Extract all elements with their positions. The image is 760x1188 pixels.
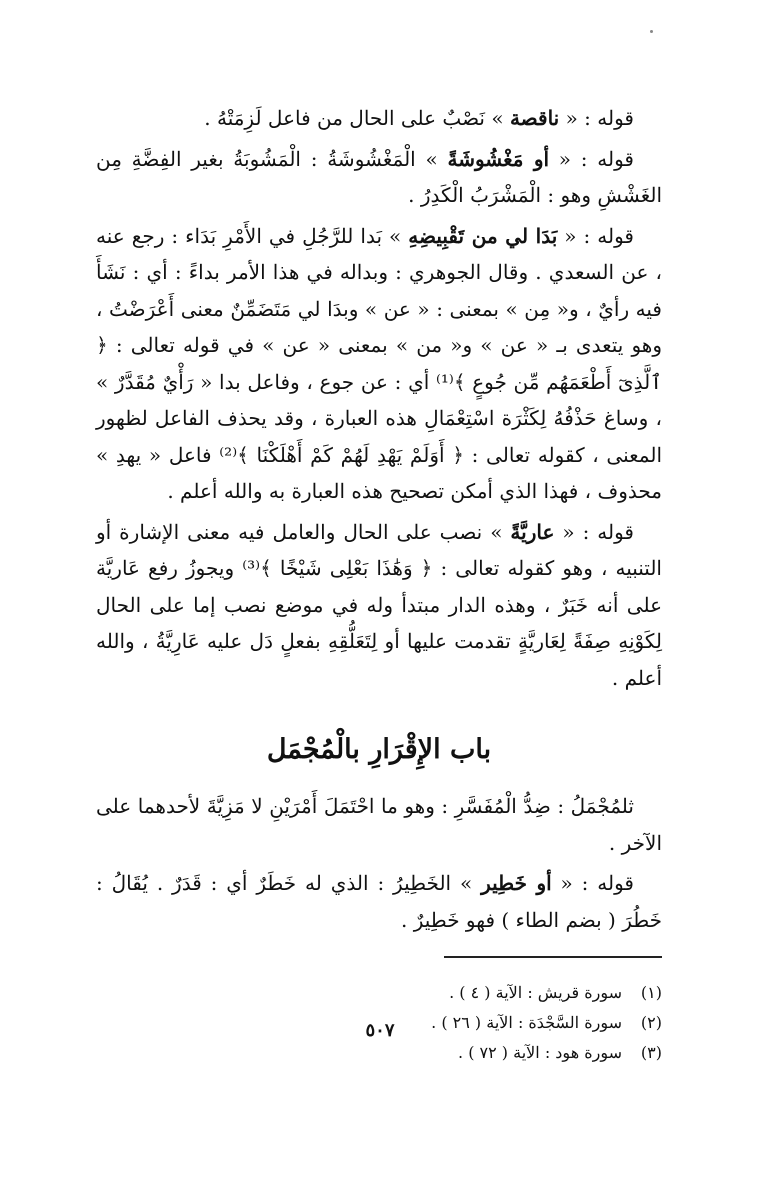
footnote-item bbox=[96, 1038, 662, 1068]
paragraph-mujmal-definition: ثلمُجْمَلُ : ضِدُّ الْمُفَسَّرِ : وهو ما احْتَمَلَ أَمْرَيْنِ لا مَزِيَّةَ لأحدهما على الآخر . bbox=[96, 794, 662, 855]
footnote-number: (٢) bbox=[640, 1013, 662, 1032]
lemma-term: أو خَطِير bbox=[481, 871, 552, 895]
paragraph-ariyya: قوله : « عاريَّةً » نصب على الحال والعامل فيه معنى الإشارة أو التنبيه ، وهو كقوله تعالى : ﴿ وَهَٰذَا بَعْلِى شَيْخًا ﴾⁽³⁾ ويجوزُ رفع عَاريَّة على أنه خَبَرٌ ، وهذه الدار مبتدأ وله في موضع نصب إما على الحال لِكَوْنِهِ صِفَةً لِعَاريَّةٍ تقدمت عليها أو لِتَعَلُّقِهِ بفعلٍ دَل عليه عَارِيَّةُ ، والله أعلم . bbox=[96, 519, 663, 690]
footnote-text: سورة هود : الآية ( ٧٢ ) . bbox=[458, 1043, 622, 1062]
footnote-divider bbox=[444, 956, 662, 958]
page-number: ٥٠٧ bbox=[365, 1020, 395, 1041]
paragraph-naqisa: قوله : « ناقصة » نَصْبٌ على الحال من فاعل لَزِمَتْهُ . bbox=[204, 106, 634, 130]
lemma-term: عاريَّةً bbox=[510, 519, 555, 544]
footnote-number: (١) bbox=[640, 983, 662, 1002]
lemma-term: ناقصة bbox=[509, 106, 560, 130]
footnote-text: سورة قريش : الآية ( ٤ ) . bbox=[449, 983, 622, 1002]
lemma-term: بَدَا لي من تَقْبِيضِهِ bbox=[408, 223, 558, 248]
footnote-item bbox=[96, 978, 662, 1008]
footnote-text: سورة السَّجْدَة : الآية ( ٢٦ ) . bbox=[431, 1013, 622, 1032]
paragraph-maghshusha: قوله : « أو مَغْشُوشَةً » الْمَغْشُوشَةُ : الْمَشُوبَةُ بغير الفِضَّةِ مِن الغَشْشِ وهو : الْمَشْرَبُ الْكَدِرُ . bbox=[96, 146, 662, 207]
section-heading: باب الإِقْرَارِ بالْمُجْمَل bbox=[266, 734, 492, 765]
paragraph-khatir: قوله : « أو خَطِير » الخَطِيرُ : الذي له خَطَرٌ أي : قَدَرٌ . يُقَالُ : خَطُرَ ( بضم الطاء ) فهو خَطِيرٌ . bbox=[96, 871, 662, 932]
scan-dot bbox=[650, 30, 653, 33]
footnote-number: (٣) bbox=[640, 1043, 662, 1062]
paragraph-bada-li: قوله : « بَدَا لي من تَقْبِيضِهِ » بَدا للرَّجُلِ في الأَمْرِ بَدَاء : رجع عنه ، عن السعدي . وقال الجوهري : وبداله في هذا الأمر بداءً : أي : نَشَأَ فيه رأيٌ ، و« مِن » بمعنى : « عن » وبدَا لي مَتَضَمِّنٌ معنى أَعْرَضْتُ ، وهو يتعدى بـ « عن » و« من » بمعنى « عن » في قوله تعالى : ﴿ ٱلَّذِىٓ أَطْعَمَهُم مِّن جُوعٍ ﴾⁽¹⁾ أي : عن جوع ، وفاعل بدا « رَأْيٌ مُقَدَّرٌ » ، وساغ حَذْفُهُ لِكَثْرَة اسْتِعْمَالِ هذه العبارة ، وقد يحذف الفاعل لظهور المعنى ، كقوله تعالى : ﴿ أَوَلَمْ يَهْدِ لَهُمْ كَمْ أَهْلَكْنَا ﴾⁽²⁾ فاعل « يهدِ » محذوف ، فهذا الذي أمكن تصحيح هذه العبارة به والله أعلم . bbox=[96, 223, 663, 503]
lemma-term: أو مَغْشُوشَةً bbox=[447, 146, 550, 171]
